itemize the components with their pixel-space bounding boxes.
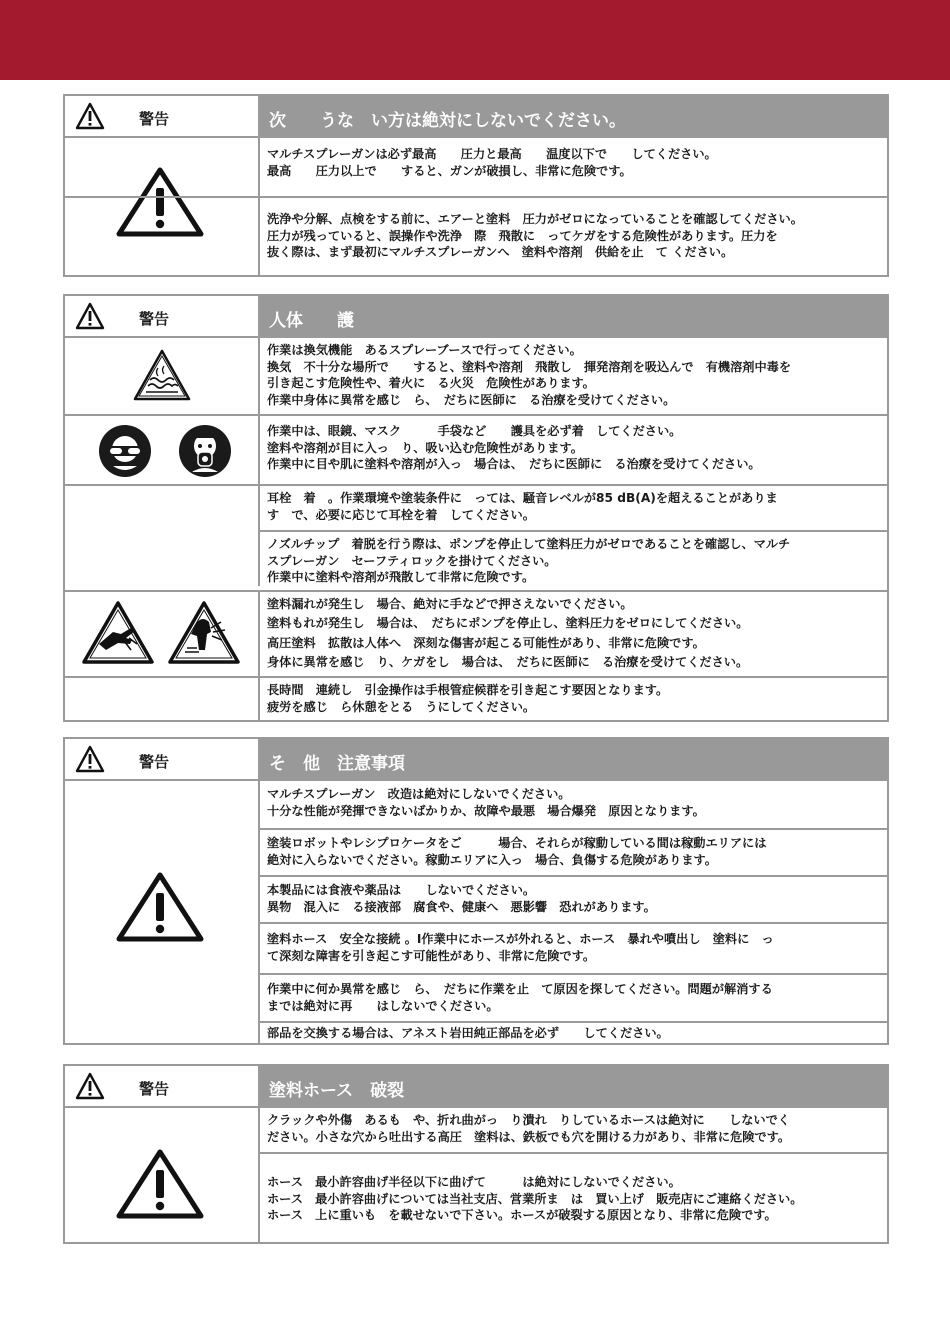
warning-cell	[65, 96, 260, 138]
row-text: 本製品には食液や薬品は しないでください。 異物 混入に る接液部 腐食や、健康へ 悪影響 恐れがあります。	[267, 883, 656, 914]
text-row	[260, 922, 887, 973]
warning-section-other-notes	[63, 737, 889, 1045]
text-row	[260, 875, 887, 922]
section-title: そ 他 注意事項	[269, 754, 405, 774]
respirator-mask-icon	[178, 424, 232, 478]
text-row	[65, 590, 887, 676]
warning-triangle-icon	[75, 1072, 105, 1100]
text-row	[65, 338, 887, 414]
warning-triangle-icon	[75, 102, 105, 130]
icon-cell	[65, 338, 260, 414]
section-header	[65, 739, 887, 781]
icon-cell	[65, 592, 260, 676]
warning-section-hose-rupture	[63, 1064, 889, 1244]
warning-cell	[65, 739, 260, 781]
hand-injury-hazard-icon	[81, 600, 155, 666]
icon-column	[65, 781, 260, 1043]
row-text: 長時間 連続し 引金操作は手根管症候群を引き起こす要因となります。 疲労を感じ ら休憩をとる うにしてください。	[267, 683, 669, 714]
row-text: 作業中に何か異常を感じ ら、 だちに作業を止 て原因を探してください。問題が解消する までは絶対に再 はしないでください。	[267, 982, 773, 1013]
title-cell	[260, 739, 887, 781]
warning-cell	[65, 1066, 260, 1108]
text-row	[260, 530, 887, 590]
row-text: 部品を交換する場合は、アネスト岩田純正部品を必ず してください。	[267, 1026, 669, 1040]
warning-label: 警告	[139, 310, 170, 328]
row-text: 塗装ロボットやレシプロケータをご 場合、それらが稼動している間は稼動エリアには 絶対に入らないでください。稼動エリアに入っ 場合、負傷する危険があります。	[267, 836, 767, 867]
row-text: 洗浄や分解、点検をする前に、エアーと塗料 圧力がゼロになっていることを確認してください。 圧力が残っていると、誤操作や洗浄 際 飛散に ってケガをする危険性があります。圧力を 抜く際は、まず最初にマルチスプレーガンへ 塗料や溶剤 供給を止 て ください。	[267, 212, 803, 259]
title-cell	[260, 96, 887, 138]
text-row	[65, 676, 887, 720]
row-text: ノズルチップ 着脱を行う際は、ポンプを停止して塗料圧力がゼロであることを確認し、マルチ スプレーガン セーフティロックを掛けてください。 作業中に塗料や溶剤が飛散して非常に危険です。	[267, 537, 791, 584]
top-banner	[0, 0, 950, 80]
row-text: 作業中は、眼鏡、マスク 手袋など 護具を必ず着 してください。 塗料や溶剤が目に入っ り、吸い込む危険性があります。 作業中に目や肌に塗料や溶剤が入っ 場合は、 だちに医師に る治療を受けてください。	[267, 424, 761, 471]
row-text: ホース 最小許容曲げ半径以下に曲げて は絶対にしないでください。 ホース 最小許容曲げについては当社支店、営業所ま は 買い上げ 販売店にご連絡ください。 ホース 上に重いも を載せないで下さい。ホースが破裂する原因となり、非常に危険です。	[267, 1175, 803, 1222]
text-row	[65, 138, 887, 196]
section-header	[65, 96, 887, 138]
icon-cell	[65, 678, 260, 720]
row-text: マルチスプレーガンは必ず最高 圧力と最高 温度以下で してください。 最高 圧力以上で すると、ガンが破損し、非常に危険です。	[267, 147, 717, 178]
text-row	[65, 484, 887, 530]
warning-section-body-protection	[63, 294, 889, 722]
high-pressure-injection-hazard-icon	[167, 600, 241, 666]
icon-cell	[65, 486, 260, 586]
row-text: 作業は換気機能 あるスプレーブースで行ってください。 換気 不十分な場所で すると、塗料や溶剤 飛散し 揮発溶剤を吸込んで 有機溶剤中毒を 引き起こす危険性や、着火に る火災 危険性があります。 作業中身体に異常を感じ ら、 だちに医師に る治療を受けてください。	[267, 343, 792, 407]
title-cell	[260, 296, 887, 338]
large-warning-triangle-icon	[115, 871, 205, 943]
warning-label: 警告	[139, 753, 170, 771]
section-header	[65, 1066, 887, 1108]
warning-triangle-icon	[75, 302, 105, 330]
safety-goggles-icon	[98, 424, 152, 478]
row-text: クラックや外傷 あるも や、折れ曲がっ り潰れ りしているホースは絶対に しないでく ださい。小さな穴から吐出する高圧 塗料は、鉄板でも穴を開ける力があり、非常に危険です。	[267, 1113, 791, 1144]
warning-label: 警告	[139, 110, 170, 128]
warning-section-misuse	[63, 94, 889, 277]
section-title: 塗料ホース 破裂	[269, 1081, 405, 1101]
text-row	[260, 1021, 887, 1043]
text-row	[260, 1152, 887, 1242]
text-row	[65, 414, 887, 484]
text-row	[260, 828, 887, 875]
section-title: 人体 護	[269, 311, 354, 331]
row-text: 塗料ホース 安全な接続 。I作業中にホースが外れると、ホース 暴れや噴出し 塗料に っ て深刻な障害を引き起こす可能性があり、非常に危険です。	[267, 932, 774, 963]
warning-label: 警告	[139, 1080, 170, 1098]
title-cell	[260, 1066, 887, 1108]
row-text: 塗料漏れが発生し 場合、絶対に手などで押さえないでください。 塗料もれが発生し 場合は、 だちにポンプを停止し、塗料圧力をゼロにしてください。 高圧塗料 拡散は人体へ 深刻な傷害が起こる可能性があり、非常に危険です。 身体に異常を感じ り、ケガをし 場合は、 だちに医師に る治療を受けてください。	[267, 597, 749, 669]
icon-cell	[65, 416, 260, 484]
text-row	[65, 196, 887, 275]
large-warning-triangle-icon	[115, 1148, 205, 1220]
text-row	[260, 1108, 887, 1152]
icon-column	[65, 1108, 260, 1242]
section-header	[65, 296, 887, 338]
row-text: マルチスプレーガン 改造は絶対にしないでください。 十分な性能が発揮できないばかりか、故障や最悪 場合爆発 原因となります。	[267, 787, 705, 818]
vapor-hazard-icon	[132, 348, 192, 402]
row-text: 耳栓 着 。作業環境や塗装条件に っては、騒音レベルが85 dB(A)を超えることがありま す で、必要に応じて耳栓を着 してください。	[267, 491, 778, 522]
section-title: 次 うな い方は絶対にしないでください。	[269, 111, 626, 131]
warning-triangle-icon	[75, 745, 105, 773]
text-row	[260, 973, 887, 1021]
warning-cell	[65, 296, 260, 338]
text-row	[260, 781, 887, 828]
